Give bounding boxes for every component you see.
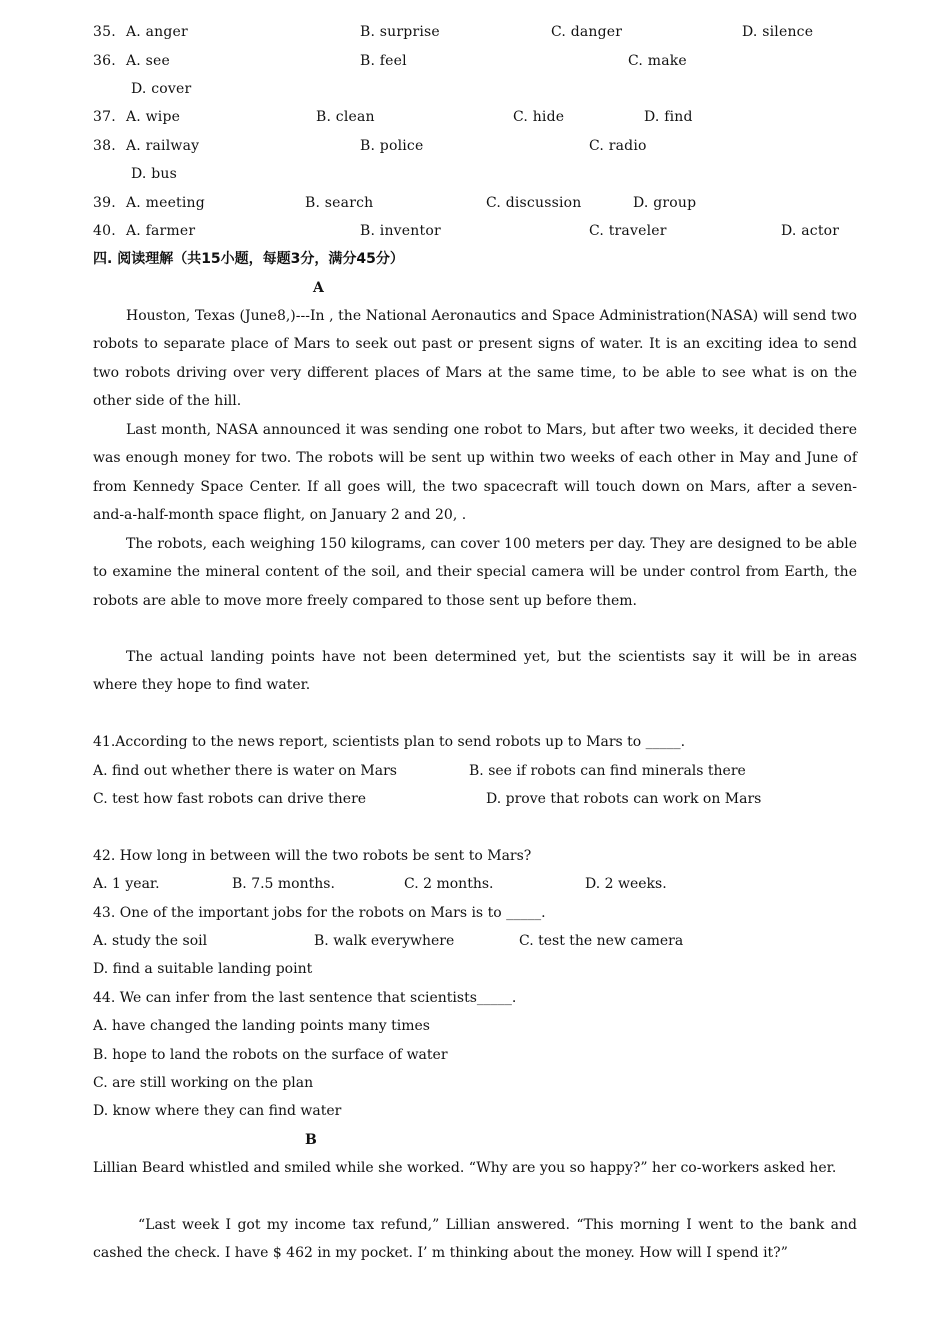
question-42-option-a: A. 1 year. [93,876,160,892]
question-number: 38. [93,138,116,154]
option-c: C. hide [513,109,565,125]
options-38 [93,132,857,160]
option-c: C. radio [589,138,647,154]
question-42-stem: 42. How long in between will the two robots be sent to Mars? [93,848,532,864]
option-b: B. search [305,195,374,211]
option-c: C. danger [551,24,623,40]
options-36 [93,47,857,75]
option-b: B. police [360,138,424,154]
question-42-option-d: D. 2 weeks. [585,876,667,892]
option-d: D. group [633,195,697,211]
options-37 [93,103,857,131]
question-44-stem: 44. We can infer from the last sentence that scientists_____. [93,990,517,1006]
options-35 [93,18,857,46]
question-44-option-b: B. hope to land the robots on the surface of water [93,1047,448,1063]
question-number: 36. [93,53,116,69]
options-38-cont [93,160,857,188]
option-c: C. discussion [486,195,582,211]
option-d: D. silence [742,24,814,40]
question-number: 37. [93,109,116,125]
question-41-stem: 41.According to the news report, scientists plan to send robots up to Mars to _____. [93,734,686,750]
passage-b-paragraph-2: “Last week I got my income tax refund,” Lillian answered. “This morning I went to the bank and cashed the check. I have $ 462 in my pocket. I’ m thinking about the money. How will I spend it?” [93,1217,857,1262]
passage-b-letter: B [305,1132,317,1148]
option-c: C. traveler [589,223,667,239]
options-40 [93,217,857,245]
question-number: 39. [93,195,116,211]
option-a: A. meeting [126,195,205,211]
option-d: D. cover [131,81,192,97]
question-42-option-b: B. 7.5 months. [232,876,335,892]
option-c: C. make [628,53,687,69]
passage-a-letter: A [313,280,324,296]
question-number: 40. [93,223,116,239]
question-43-stem: 43. One of the important jobs for the robots on Mars is to _____. [93,905,546,921]
question-43-option-c: C. test the new camera [519,933,684,949]
option-a: A. railway [126,138,200,154]
option-d: D. actor [781,223,840,239]
question-41-option-d: D. prove that robots can work on Mars [486,791,762,807]
passage-a-paragraph-3: The robots, each weighing 150 kilograms, can cover 100 meters per day. They are designed to be able to examine the mineral content of the soil, and their special camera will be under control from Earth, the robots are able to move more freely compared to those sent up before them. [93,536,857,609]
question-43-option-d: D. find a suitable landing point [93,961,313,977]
option-b: B. feel [360,53,407,69]
passage-a-paragraph-4: The actual landing points have not been determined yet, but the scientists say it will be in areas where they hope to find water. [93,649,857,694]
question-43-option-a: A. study the soil [93,933,208,949]
options-36-cont [93,75,857,103]
option-a: A. see [126,53,170,69]
option-b: B. surprise [360,24,440,40]
option-a: A. farmer [126,223,196,239]
passage-a-paragraph-1: Houston, Texas (June8,)---In , the National Aeronautics and Space Administration(NASA) will send two robots to separate place of Mars to seek out past or present signs of water. It is an exciting idea to send two robots driving over very different places of Mars at the same time, to be able to see what is on the other side of the hill. [93,308,857,409]
option-d: D. find [644,109,693,125]
question-41-option-b: B. see if robots can find minerals there [469,763,746,779]
option-b: B. inventor [360,223,441,239]
question-44-option-d: D. know where they can find water [93,1103,342,1119]
question-number: 35. [93,24,116,40]
passage-b-paragraph-1: Lillian Beard whistled and smiled while she worked. “Why are you so happy?” her co-workers asked her. [93,1160,837,1176]
passage-a-paragraph-2: Last month, NASA announced it was sending one robot to Mars, but after two weeks, it decided there was enough money for two. The robots will be sent up within two weeks of each other in May and June of from Kennedy Space Center. If all goes will, the two spacecraft will touch down on Mars, after a seven-and-a-half-month space flight, on January 2 and 20, . [93,422,857,523]
question-43-option-b: B. walk everywhere [314,933,455,949]
option-a: A. anger [126,24,188,40]
option-b: B. clean [316,109,375,125]
question-41-option-a: A. find out whether there is water on Mars [93,763,397,779]
question-42-option-c: C. 2 months. [404,876,494,892]
option-a: A. wipe [126,109,181,125]
question-44-option-a: A. have changed the landing points many times [93,1018,430,1034]
question-41-option-c: C. test how fast robots can drive there [93,791,367,807]
question-44-option-c: C. are still working on the plan [93,1075,314,1091]
section-heading: 四. 阅读理解（共15小题，每题3分，满分45分） [93,251,404,267]
options-39 [93,189,857,217]
option-d: D. bus [131,166,177,182]
